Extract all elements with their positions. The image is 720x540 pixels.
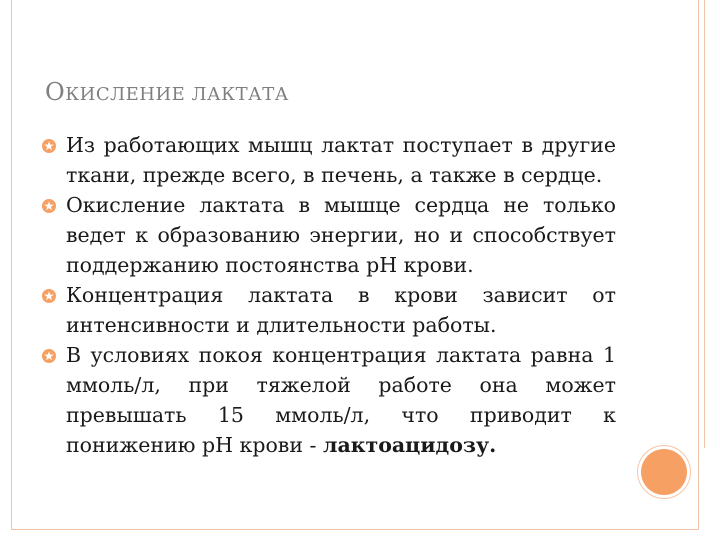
slide-frame-right-line xyxy=(704,0,705,448)
bullet-text: Окисление лактата в мышце сердца не только ведет к образованию энергии, но и способствует поддержанию постоянства pH крови. xyxy=(66,193,616,277)
star-bullet-icon xyxy=(42,289,56,303)
slide-title-initial: О xyxy=(45,78,66,106)
slide-title xyxy=(45,78,289,106)
bullet-bold-term: лактоацидозу. xyxy=(322,433,497,457)
bullet-item xyxy=(42,190,616,280)
bullet-item xyxy=(42,130,616,190)
star-bullet-icon xyxy=(42,349,56,363)
orange-circle-decoration xyxy=(641,449,687,495)
slide-title-rest: КИСЛЕНИЕ ЛАКТАТА xyxy=(65,84,289,105)
bullet-list xyxy=(42,130,616,460)
bullet-item xyxy=(42,280,616,340)
star-bullet-icon xyxy=(42,199,56,213)
bullet-item xyxy=(42,340,616,460)
bullet-text: Из работающих мышц лактат поступает в другие ткани, прежде всего, в печень, а также в сердце. xyxy=(66,133,616,187)
star-bullet-icon xyxy=(42,139,56,153)
bullet-text: Концентрация лактата в крови зависит от интенсивности и длительности работы. xyxy=(66,283,616,337)
bullet-text: В условиях покоя концентрация лактата равна 1 ммоль/л, при тяжелой работе она может превышать 15 ммоль/л, что приводит к понижению pH крови - xyxy=(66,343,616,457)
